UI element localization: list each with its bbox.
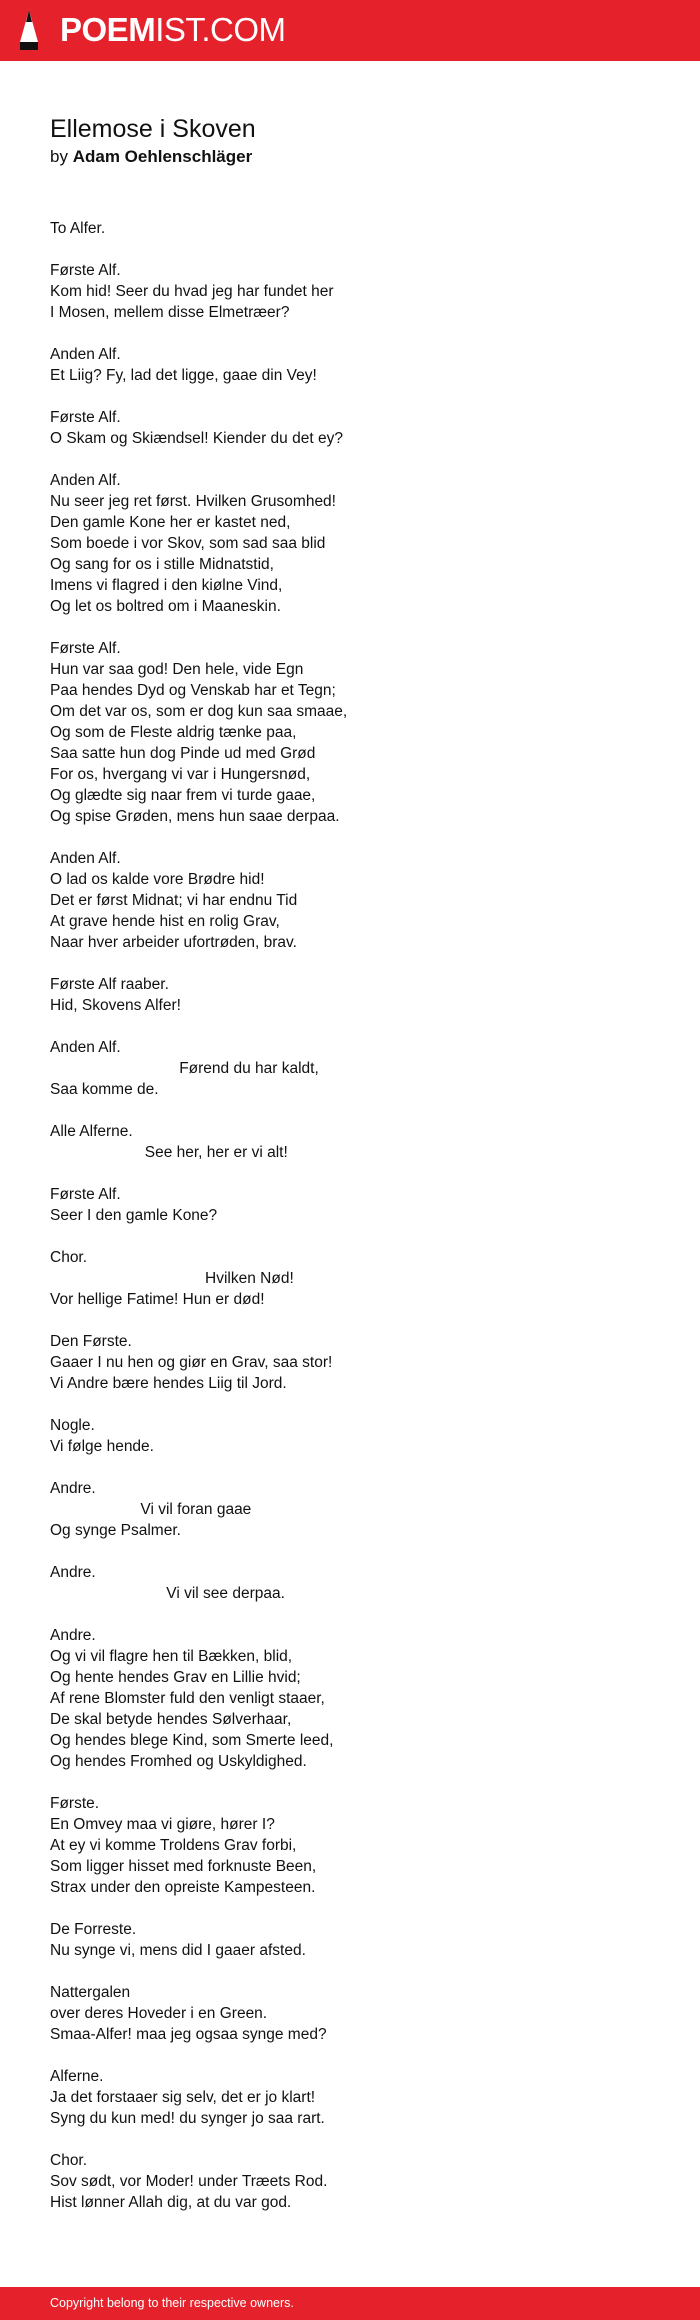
poem-line: Anden Alf. xyxy=(50,472,121,489)
stanza xyxy=(50,1625,670,1772)
poem-line: For os, hvergang vi var i Hungersnød, xyxy=(50,766,311,783)
poem-line: Anden Alf. xyxy=(50,850,121,867)
pen-nib-icon xyxy=(18,8,40,52)
stanza xyxy=(50,1919,670,1961)
poem-line: Og spise Grøden, mens hun saae derpaa. xyxy=(50,808,340,825)
poem-body xyxy=(50,218,670,2234)
stanza xyxy=(50,2150,670,2213)
poem-line: Nu seer jeg ret først. Hvilken Grusomhed! xyxy=(50,493,336,510)
poem-line: At ey vi komme Troldens Grav forbi, xyxy=(50,1837,297,1854)
poem-line: Førend du har kaldt, xyxy=(50,1060,319,1077)
stanza xyxy=(50,1037,670,1100)
poem-line: Og sang for os i stille Midnatstid, xyxy=(50,556,274,573)
poem-line: Saa komme de. xyxy=(50,1081,159,1098)
poem-line: Og let os boltred om i Maaneskin. xyxy=(50,598,281,615)
poem-line: Den Første. xyxy=(50,1333,132,1350)
poem-line: Første Alf. xyxy=(50,640,121,657)
stanza xyxy=(50,344,670,386)
stanza xyxy=(50,218,670,239)
poem-line: Hun var saa god! Den hele, vide Egn xyxy=(50,661,304,678)
poem-line: De skal betyde hendes Sølverhaar, xyxy=(50,1711,292,1728)
stanza xyxy=(50,1982,670,2045)
poem-line: To Alfer. xyxy=(50,220,106,237)
poem-line: Af rene Blomster fuld den venligt staaer, xyxy=(50,1690,325,1707)
poem-line: Chor. xyxy=(50,1249,88,1266)
poem-line: Anden Alf. xyxy=(50,1039,121,1056)
stanza xyxy=(50,407,670,449)
poem-line: Andre. xyxy=(50,1480,96,1497)
stanza xyxy=(50,260,670,323)
poem-line: Vi vil see derpaa. xyxy=(50,1585,285,1602)
poem-line: Kom hid! Seer du hvad jeg har fundet her xyxy=(50,283,334,300)
poem-line: Nu synge vi, mens did I gaaer afsted. xyxy=(50,1942,306,1959)
stanza xyxy=(50,2066,670,2129)
site-logo[interactable] xyxy=(60,10,286,50)
poem-line: Syng du kun med! du synger jo saa rart. xyxy=(50,2110,325,2127)
poem-line: Andre. xyxy=(50,1627,96,1644)
logo-light-text: IST.COM xyxy=(155,11,286,48)
stanza xyxy=(50,1331,670,1394)
site-header xyxy=(0,0,700,61)
poem-line: Vi følge hende. xyxy=(50,1438,154,1455)
stanza xyxy=(50,638,670,827)
poem-line: Som boede i vor Skov, som sad saa blid xyxy=(50,535,326,552)
poem-line: Hvilken Nød! xyxy=(50,1270,294,1287)
poem-line: Alle Alferne. xyxy=(50,1123,133,1140)
poem-line: Strax under den opreiste Kampesteen. xyxy=(50,1879,316,1896)
poem-line: Og glædte sig naar frem vi turde gaae, xyxy=(50,787,316,804)
poem-line: Anden Alf. xyxy=(50,346,121,363)
poem-line: over deres Hoveder i en Green. xyxy=(50,2005,268,2022)
logo-bold-text: POEM xyxy=(60,11,156,48)
poem-line: Og synge Psalmer. xyxy=(50,1522,181,1539)
poem-line: Nattergalen xyxy=(50,1984,131,2001)
poem-line: Vor hellige Fatime! Hun er død! xyxy=(50,1291,265,1308)
poem-line: Hist lønner Allah dig, at du var god. xyxy=(50,2194,292,2211)
poem-line: Første. xyxy=(50,1795,100,1812)
poem-line: See her, her er vi alt! xyxy=(50,1144,288,1161)
poem-line: Og hente hendes Grav en Lillie hvid; xyxy=(50,1669,301,1686)
poem-line: Vi Andre bære hendes Liig til Jord. xyxy=(50,1375,287,1392)
poem-line: Saa satte hun dog Pinde ud med Grød xyxy=(50,745,316,762)
poem-line: De Forreste. xyxy=(50,1921,137,1938)
poem-line: Smaa-Alfer! maa jeg ogsaa synge med? xyxy=(50,2026,327,2043)
stanza xyxy=(50,1184,670,1226)
poem-line: Første Alf raaber. xyxy=(50,976,169,993)
poem-line: O Skam og Skiændsel! Kiender du det ey? xyxy=(50,430,343,447)
byline-prefix: by xyxy=(50,147,68,166)
poem-line: Seer I den gamle Kone? xyxy=(50,1207,218,1224)
poem-line: Andre. xyxy=(50,1564,96,1581)
poem-line: Første Alf. xyxy=(50,1186,121,1203)
poem-line: Og hendes Fromhed og Uskyldighed. xyxy=(50,1753,307,1770)
byline xyxy=(50,145,252,169)
poem-line: Et Liig? Fy, lad det ligge, gaae din Vey! xyxy=(50,367,317,384)
poem-line: En Omvey maa vi giøre, hører I? xyxy=(50,1816,275,1833)
poem-line: Naar hver arbeider ufortrøden, brav. xyxy=(50,934,297,951)
poem-line: Første Alf. xyxy=(50,409,121,426)
stanza xyxy=(50,1121,670,1163)
stanza xyxy=(50,848,670,953)
poem-line: Og hendes blege Kind, som Smerte leed, xyxy=(50,1732,334,1749)
poem-line: Gaaer I nu hen og giør en Grav, saa stor! xyxy=(50,1354,333,1371)
poem-line: Som ligger hisset med forknuste Been, xyxy=(50,1858,317,1875)
poem-title: Ellemose i Skoven xyxy=(50,115,256,143)
poem-line: Den gamle Kone her er kastet ned, xyxy=(50,514,291,531)
stanza xyxy=(50,1562,670,1604)
poem-line: Ja det forstaaer sig selv, det er jo klart! xyxy=(50,2089,316,2106)
author-name[interactable]: Adam Oehlenschläger xyxy=(72,147,253,166)
poem-line: Og vi vil flagre hen til Bækken, blid, xyxy=(50,1648,293,1665)
poem-line: Sov sødt, vor Moder! under Træets Rod. xyxy=(50,2173,328,2190)
poem-line: Chor. xyxy=(50,2152,88,2169)
poem-line: Og som de Fleste aldrig tænke paa, xyxy=(50,724,297,741)
poem-line: Vi vil foran gaae xyxy=(50,1501,252,1518)
poem-line: I Mosen, mellem disse Elmetræer? xyxy=(50,304,290,321)
poem-line: At grave hende hist en rolig Grav, xyxy=(50,913,280,930)
poem-line: Det er først Midnat; vi har endnu Tid xyxy=(50,892,298,909)
copyright-text: Copyright belong to their respective owners. xyxy=(50,2296,294,2310)
poem-line: Alferne. xyxy=(50,2068,104,2085)
poem-line: O lad os kalde vore Brødre hid! xyxy=(50,871,265,888)
stanza xyxy=(50,1793,670,1898)
poem-line: Paa hendes Dyd og Venskab har et Tegn; xyxy=(50,682,336,699)
site-footer xyxy=(0,2287,700,2320)
stanza xyxy=(50,974,670,1016)
stanza xyxy=(50,470,670,617)
stanza xyxy=(50,1478,670,1541)
poem-line: Imens vi flagred i den kiølne Vind, xyxy=(50,577,283,594)
poem-line: Om det var os, som er dog kun saa smaae, xyxy=(50,703,348,720)
poem-line: Nogle. xyxy=(50,1417,95,1434)
poem-line: Hid, Skovens Alfer! xyxy=(50,997,181,1014)
poem-line: Første Alf. xyxy=(50,262,121,279)
stanza xyxy=(50,1247,670,1310)
stanza xyxy=(50,1415,670,1457)
